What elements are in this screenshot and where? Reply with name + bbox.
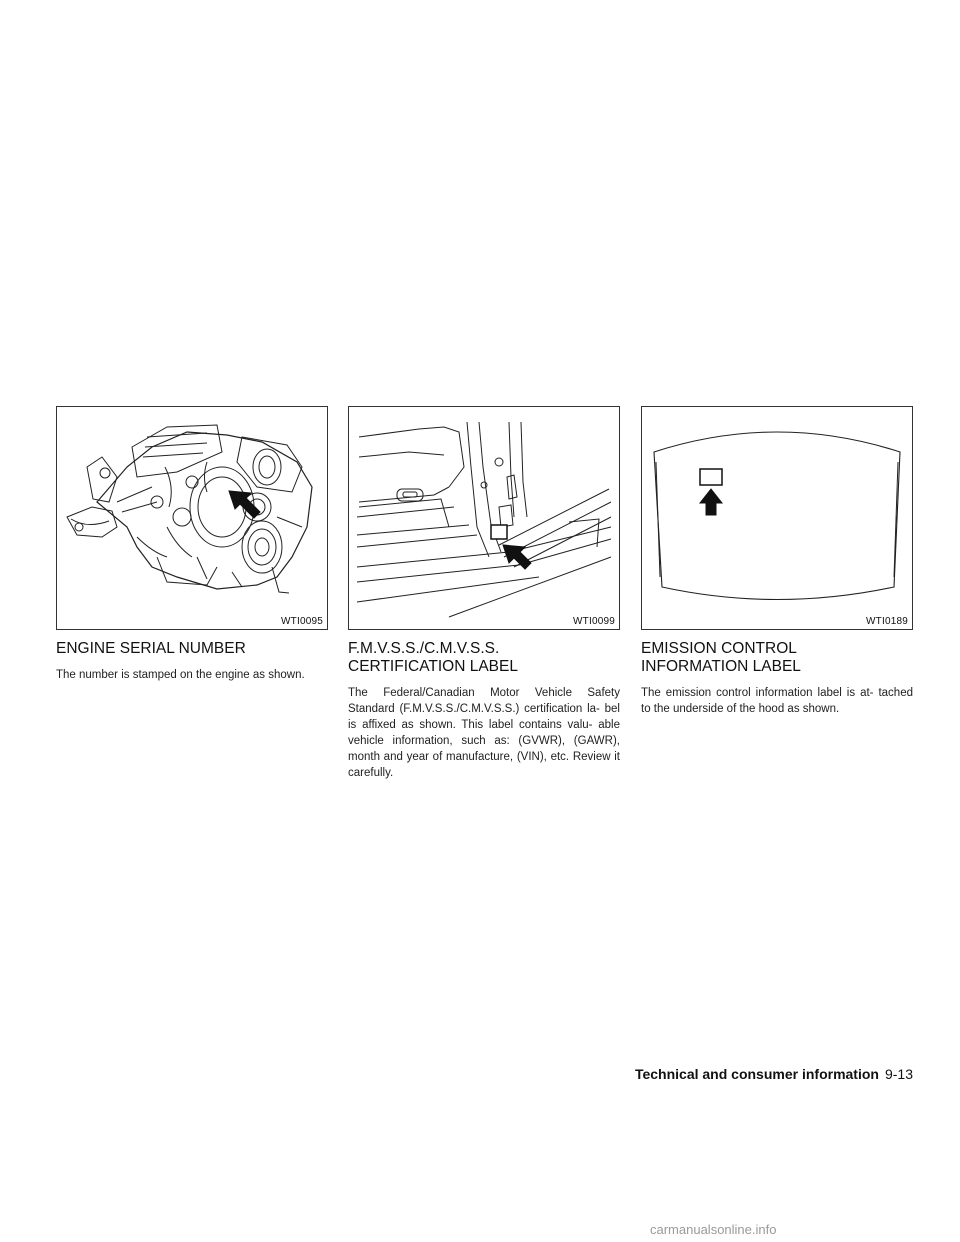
section-emission-control-label: [641, 406, 913, 717]
heading-line: INFORMATION LABEL: [641, 658, 801, 675]
figure-code: WTI0095: [281, 616, 323, 627]
engine-figure: [56, 406, 328, 630]
figure-code: WTI0189: [866, 616, 908, 627]
page-number: 9-13: [884, 1066, 913, 1082]
section-certification-label: [348, 406, 620, 781]
section-engine-serial-number: [56, 406, 328, 683]
section-body: The emission control information label is at- tached to the underside of the hood as shown.: [641, 687, 913, 715]
page-footer: [635, 1066, 913, 1082]
heading-line: F.M.V.S.S./C.M.V.S.S.: [348, 640, 500, 657]
heading-line: CERTIFICATION LABEL: [348, 658, 518, 675]
watermark[interactable]: carmanualsonline.info: [650, 1222, 777, 1237]
section-body: The number is stamped on the engine as shown.: [56, 669, 305, 681]
heading-line: EMISSION CONTROL: [641, 640, 797, 657]
arrow-icon: [349, 407, 619, 629]
section-heading: [348, 640, 620, 676]
arrow-icon: [57, 407, 327, 629]
section-heading: [641, 640, 913, 676]
footer-section-title: Technical and consumer information: [634, 1066, 879, 1082]
figure-code: WTI0099: [573, 616, 615, 627]
section-heading: [56, 640, 328, 658]
arrow-icon: [642, 407, 912, 629]
door-figure: [348, 406, 620, 630]
hood-figure: [641, 406, 913, 630]
heading-line: ENGINE SERIAL NUMBER: [56, 640, 246, 657]
section-body: The Federal/Canadian Motor Vehicle Safety Standard (F.M.V.S.S./C.M.V.S.S.) certification la- bel is affixed as shown. This label contains valu- able vehicle information, such as: (GVWR), (GAWR), month and year of manufacture, (VIN), etc. Review it carefully.: [348, 687, 620, 779]
